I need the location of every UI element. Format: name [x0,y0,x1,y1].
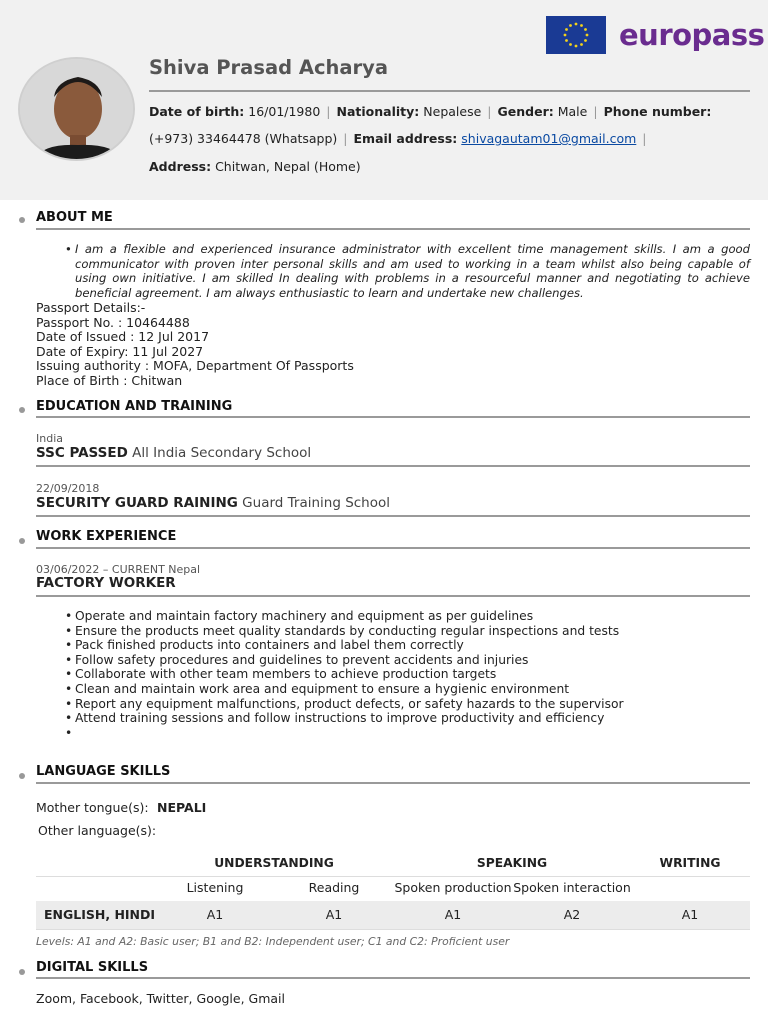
passport-line: Passport No. : 10464488 [36,314,190,330]
education-entry-divider [36,465,750,467]
other-languages-label: Other language(s): [38,823,157,838]
digital-skills-list: Zoom, Facebook, Twitter, Google, Gmail [36,991,285,1006]
duty-item: • Follow safety procedures and guidelines to prevent accidents and injuries [75,653,624,668]
spoken-production-level: A1 [444,907,462,922]
duty-item [75,726,624,741]
personal-info-line-2: (+973) 33464478 (Whatsapp) | Email address: shivagautam01@gmail.com | [149,131,647,146]
language-name: ENGLISH, HINDI [44,907,156,922]
levels-note: Levels: A1 and A2: Basic user; B1 and B2: Independent user; C1 and C2: Proficient user [36,935,510,948]
work-title: WORK EXPERIENCE [36,529,177,544]
education-meta: 22/09/2018 [36,482,100,495]
education-title: EDUCATION AND TRAINING [36,399,233,414]
writing-level: A1 [681,907,699,922]
section-bullet-icon [19,407,25,413]
work-meta: 03/06/2022 – CURRENT Nepal [36,563,201,576]
section-bullet-icon [19,538,25,544]
work-divider [36,547,750,549]
reading-level: A1 [325,907,343,922]
eu-flag-icon [546,16,606,54]
dob-value: 16/01/1980 [248,104,321,119]
digital-title: DIGITAL SKILLS [36,960,149,975]
email-label: Email address: [353,131,458,146]
passport-line: Passport Details:- [36,300,146,315]
work-duties-list [75,609,624,740]
passport-line: Issuing authority : MOFA, Department Of Passports [36,358,354,373]
education-divider [36,416,750,418]
reading-header: Reading [308,880,360,895]
school: Guard Training School [242,495,391,511]
section-bullet-icon [19,217,25,223]
email-link[interactable]: shivagautam01@gmail.com [461,131,637,146]
passport-line: Date of Expiry: 11 Jul 2027 [36,343,204,359]
section-bullet-icon [19,773,25,779]
phone-value: (+973) 33464478 (Whatsapp) [149,131,338,146]
education-entry-divider [36,515,750,517]
spoken-interaction-header: Spoken interaction [513,880,631,895]
qualification: SECURITY GUARD RAINING [36,495,238,511]
gender-value: Male [557,104,588,119]
education-meta: India [36,432,63,445]
profile-photo [18,57,135,161]
table-divider [36,876,750,877]
spoken-interaction-level: A2 [563,907,581,922]
section-bullet-icon [19,969,25,975]
name-divider [149,90,750,92]
listening-level: A1 [206,907,224,922]
work-role: FACTORY WORKER [36,575,176,591]
about-summary-list [75,242,750,300]
digital-divider [36,977,750,979]
passport-line: Place of Birth : Chitwan [36,372,183,388]
duty-item: • Attend training sessions and follow instructions to improve productivity and efficiency [75,711,624,726]
phone-label: Phone number: [603,104,712,119]
about-summary: • I am a flexible and experienced insurance administrator with excellent time management skills. I am a good communicator with proven inter personal skills and am used to working in a team whilst also being capable of using own initiative. I am skilled In dealing with problems in a resourceful manner and negotiating to achieve beneficial agreement. I am always enthusiastic to learn and undertake new challenges. [75,242,750,300]
europass-logo [546,16,764,54]
mother-tongue-label: Mother tongue(s): [36,800,149,815]
languages-divider [36,782,750,784]
passport-details-block [36,301,354,388]
person-name: Shiva Prasad Acharya [149,56,389,79]
languages-title: LANGUAGE SKILLS [36,764,171,779]
personal-info-line-3 [149,159,361,174]
nationality-label: Nationality: [336,104,420,119]
understanding-header: UNDERSTANDING [214,856,334,870]
school: All India Secondary School [132,445,312,461]
about-divider [36,228,750,230]
duty-item: • Clean and maintain work area and equipment to ensure a hygienic environment [75,682,624,697]
listening-header: Listening [186,880,244,895]
qualification: SSC PASSED [36,445,128,461]
mother-tongue-value: NEPALI [157,800,207,815]
nationality-value: Nepalese [423,104,482,119]
spoken-production-header: Spoken production [394,880,512,895]
writing-header: WRITING [659,856,721,870]
gender-label: Gender: [497,104,554,119]
address-value: Chitwan, Nepal (Home) [215,159,361,174]
education-entry-title [36,495,390,511]
passport-line: Date of Issued : 12 Jul 2017 [36,329,210,344]
work-role-divider [36,595,750,597]
speaking-header: SPEAKING [476,856,548,870]
duty-item: • Operate and maintain factory machinery and equipment as per guidelines [75,609,624,624]
personal-info-line-1: Date of birth: 16/01/1980 | Nationality: Nepalese | Gender: Male | Phone number: [149,104,712,119]
education-entry-title [36,445,311,461]
address-label: Address: [149,159,212,174]
dob-label: Date of birth: [149,104,245,119]
duty-item: • Report any equipment malfunctions, product defects, or safety hazards to the supervisor [75,697,624,712]
duty-item: • Collaborate with other team members to achieve production targets [75,667,624,682]
europass-wordmark: europass [619,18,765,52]
duty-item: • Pack finished products into containers and label them correctly [75,638,624,653]
table-divider [36,929,750,930]
duty-item: • Ensure the products meet quality standards by conducting regular inspections and tests [75,624,624,639]
about-title: ABOUT ME [36,210,113,225]
